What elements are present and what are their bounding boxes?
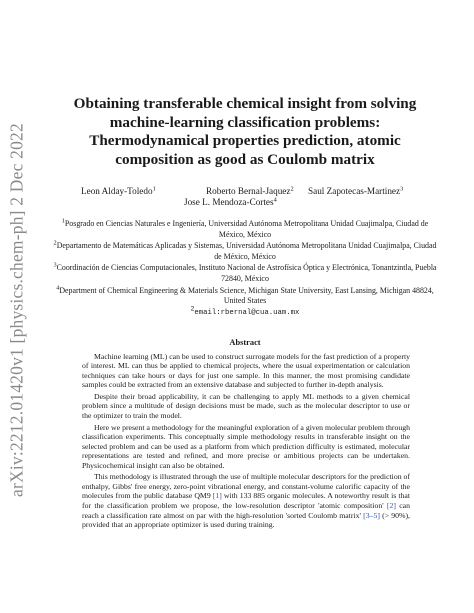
- author-4: [184, 196, 277, 208]
- paper-title: Obtaining transferable chemical insight from solving machine-learning classification problems: Thermodynamical properties prediction, atomic composition as good as Coulomb matrix: [73, 95, 417, 168]
- affiliation-mark: 4: [56, 283, 60, 291]
- abstract-text: with 133 885 organic molecules. A noteworthy result is that for the classification problem we propose, the low-resolution descriptor 'atomic composition': [82, 491, 410, 510]
- affiliation-text: Departamento de Matemáticas Aplicadas y Sistemas, Universidad Autónoma Metropolitana Unidad Cuajimalpa, Ciudad de México, México: [56, 241, 437, 261]
- affiliation-mark: 3: [53, 261, 57, 269]
- affiliation-text: Department of Chemical Engineering & Materials Science, Michigan State University, East Lansing, Michigan 48824, United States: [59, 285, 434, 306]
- affiliation-mark: 2: [53, 239, 57, 247]
- abstract-paragraph-2: Despite their broad applicability, it can be challenging to apply ML methods to a given chemical problem since a multitude of design decisions must be made, such as the molecular descriptor to use or the optimizer to train the model.: [82, 391, 410, 421]
- affiliation-2: [50, 241, 440, 262]
- affiliation-1: [50, 219, 440, 240]
- author-affil-mark: 2: [290, 185, 294, 193]
- abstract-heading: Abstract: [229, 337, 261, 347]
- author-affil-mark: 1: [152, 185, 156, 193]
- arxiv-identifier-stamp: [2, 90, 32, 530]
- author-name: Saul Zapotecas-Martinez: [308, 186, 401, 196]
- author-name: Leon Alday-Toledo: [81, 186, 153, 196]
- abstract-text: (> 90%), provided that an appropriate optimizer is used during training.: [82, 510, 410, 530]
- abstract-paragraph-4: [82, 472, 410, 529]
- paper-page: [50, 95, 440, 532]
- citation-link[interactable]: [2]: [386, 500, 396, 510]
- abstract-paragraph-3: Here we present a methodology for the meaningful exploration of a given molecular problem through classification experiments. This conceptually simple methodology results in transferable insight on the selected problem and can be used as a platform from which prediction difficulty is estimated, molecular representations are tested and refined, and more precise or ambitious projects can be undertaken. Physicochemical insight can also be obtained.: [82, 422, 410, 470]
- affiliation-mark: 1: [61, 217, 65, 225]
- arxiv-identifier-text: arXiv:2212.01420v1 [physics.chem-ph] 2 Dec 2022: [6, 123, 27, 497]
- author-affil-mark: 4: [273, 196, 277, 204]
- author-list: [50, 185, 440, 211]
- author-1: [81, 185, 156, 197]
- affiliation-list: [50, 219, 440, 318]
- affiliation-text: Coordinación de Ciencias Computacionales, Instituto Nacional de Astrofísica Óptica y Electrónica, Tonantzintla, Puebla 72840, México: [56, 263, 437, 283]
- abstract-text: can reach a classification rate almost on par with the high-resolution 'sorted Coulomb matrix': [82, 500, 410, 520]
- email-link[interactable]: email:rbernal@cua.uam.mx: [194, 308, 300, 317]
- abstract-paragraph-1: Machine learning (ML) can be used to construct surrogate models for the fast prediction of a property of interest. ML can thus be applied to chemical projects, where the usual experimentation or calculation techniques can take hours or days for just one sample. In this manner, the most promising candidate samples could be extracted from an extensive database and subjected to further in-depth analysis.: [82, 351, 410, 390]
- author-affil-mark: 3: [400, 185, 404, 193]
- citation-link[interactable]: [1]: [212, 491, 222, 501]
- citation-link[interactable]: [3–5]: [363, 510, 380, 520]
- affiliation-4: [50, 283, 440, 307]
- author-3: [308, 185, 403, 197]
- affiliation-text: Posgrado en Ciencias Naturales e Ingeniería, Universidad Autónoma Metropolitana Unidad Cuajimalpa, Ciudad de México, México: [64, 219, 429, 239]
- affiliation-3: [50, 263, 440, 284]
- abstract-text: This methodology is illustrated through the use of multiple molecular descriptors for the prediction of enthalpy, Gibbs' free energy, zero-point vibrational energy, and constant-volume calorific capacity of the molecules from the public database QM9: [82, 472, 410, 501]
- abstract-body: [50, 352, 440, 530]
- email-mark: 2: [190, 305, 195, 313]
- corresponding-email[interactable]: [50, 305, 440, 318]
- author-name: Roberto Bernal-Jaquez: [206, 186, 291, 196]
- author-name: Jose L. Mendoza-Cortes: [184, 197, 274, 207]
